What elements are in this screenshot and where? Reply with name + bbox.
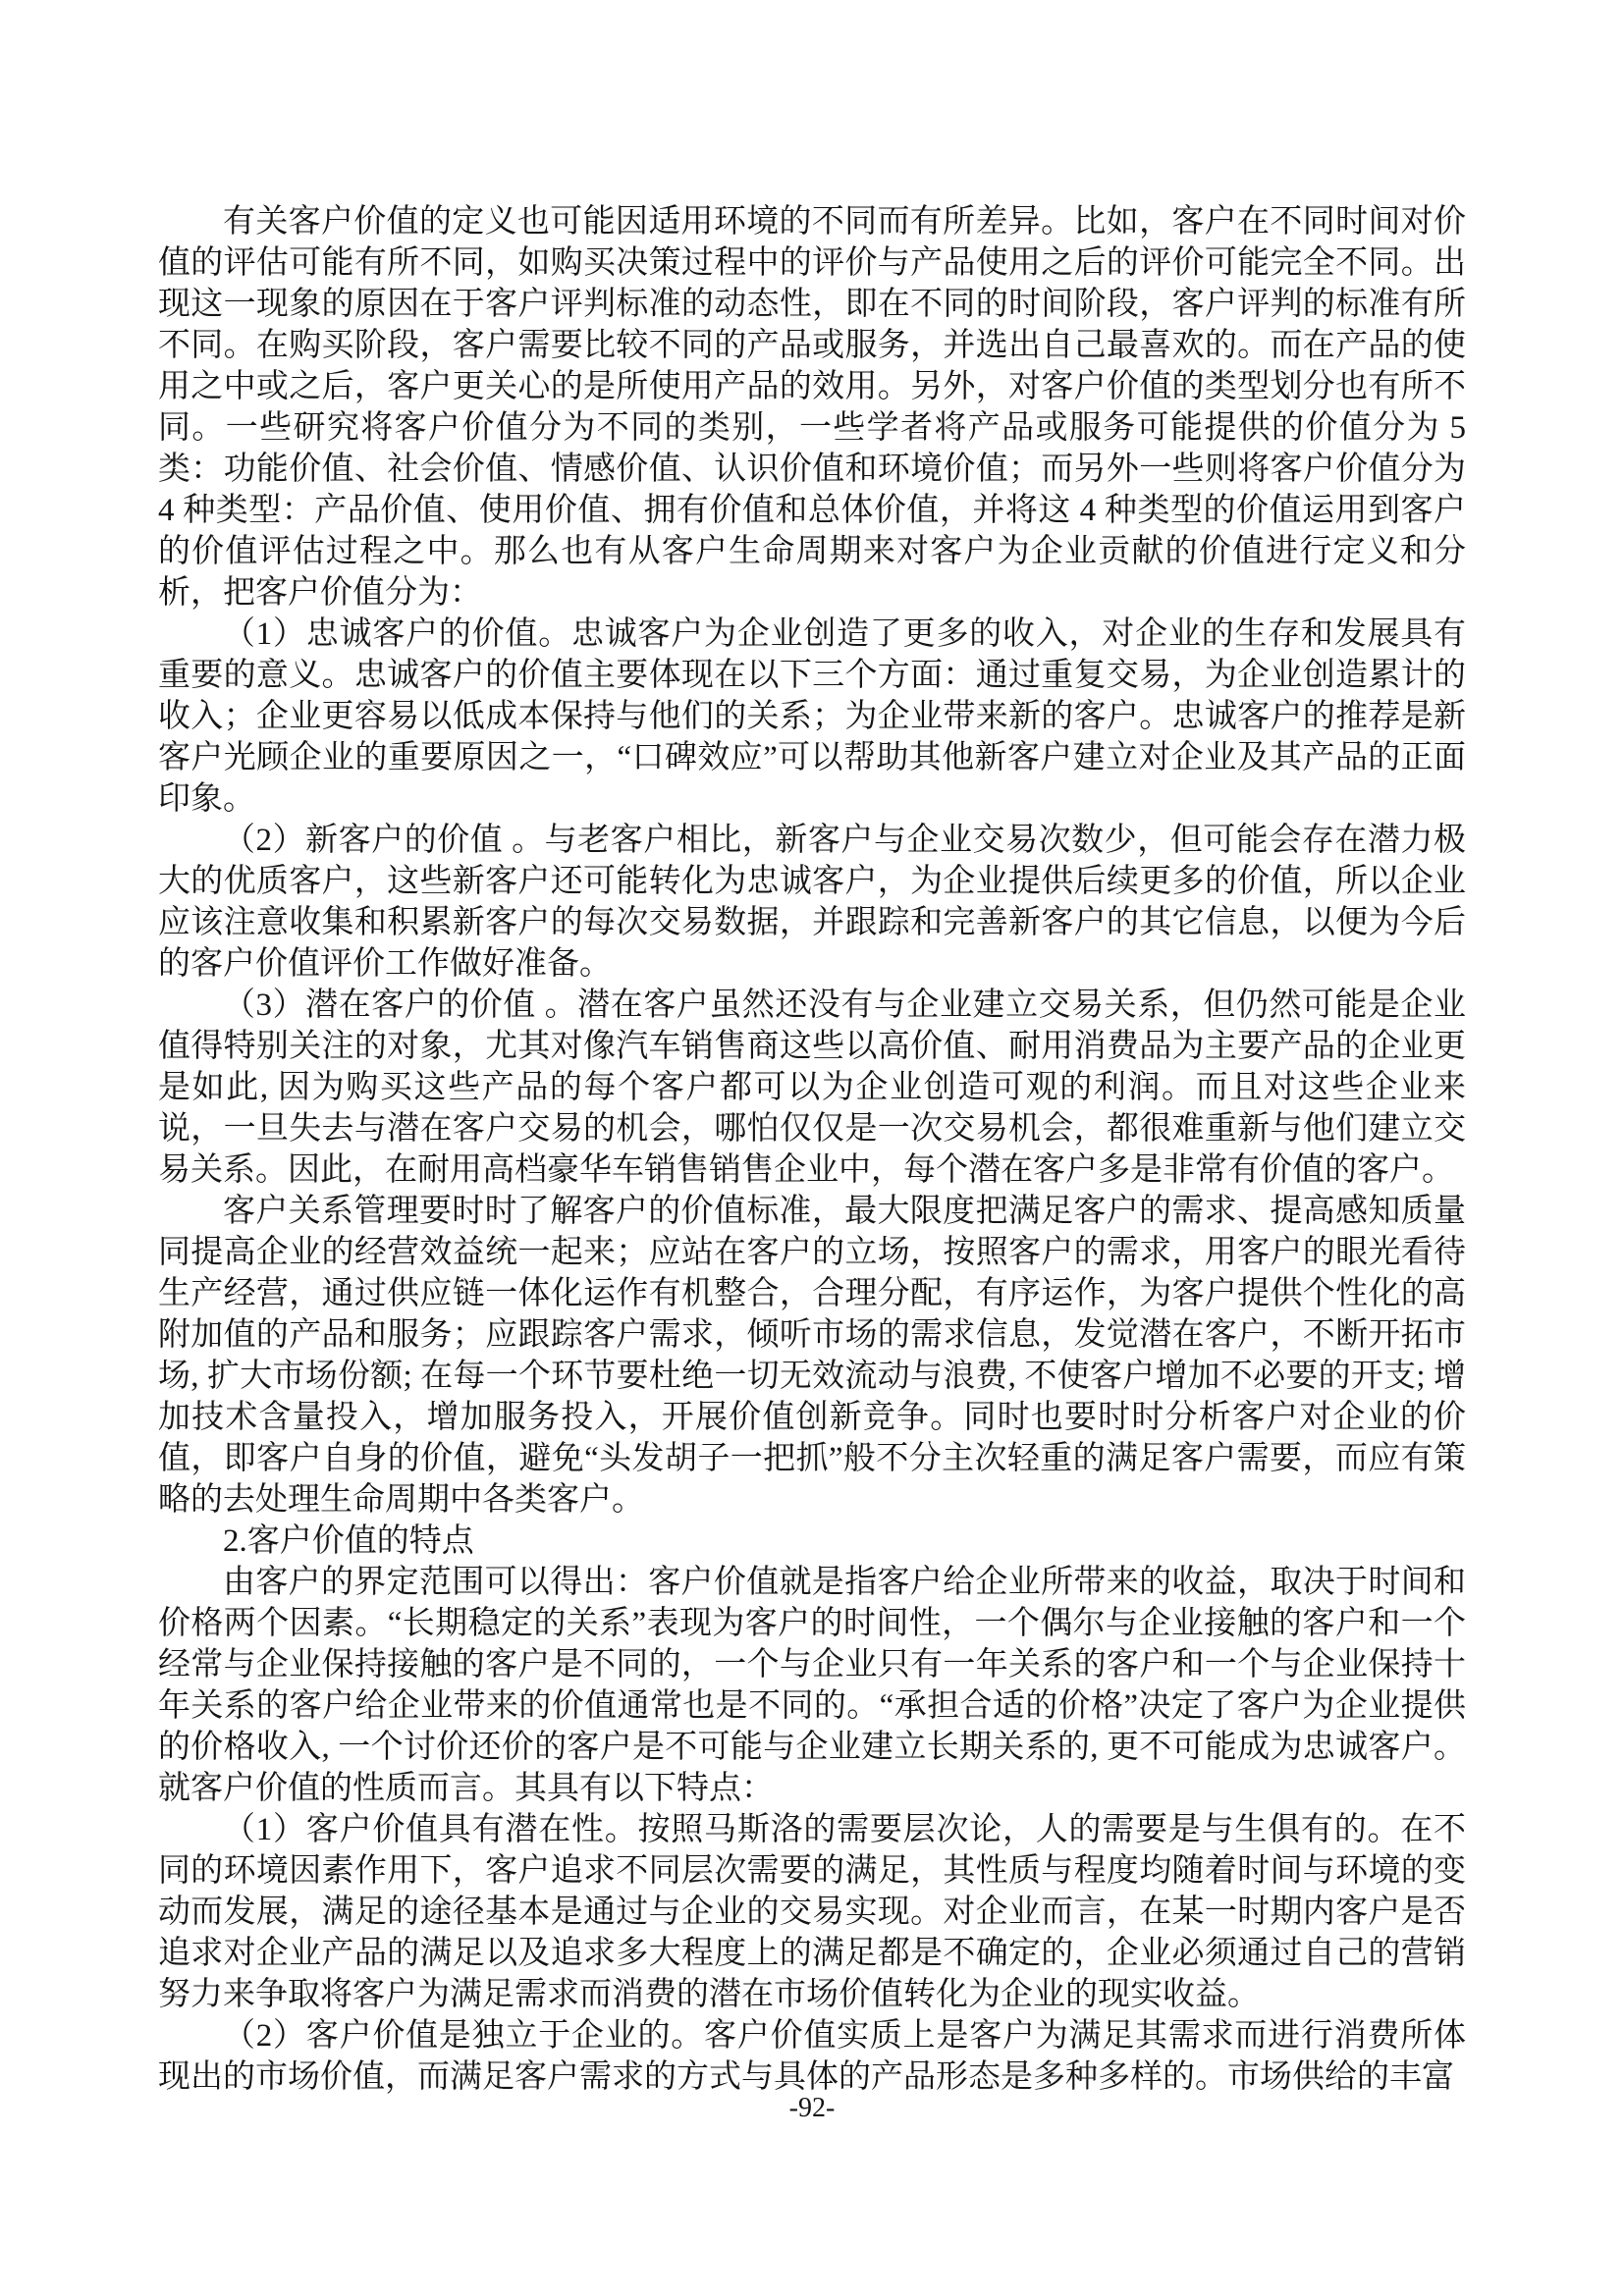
page-number: -92- (788, 2093, 836, 2123)
paragraph-feature-latency: （1）客户价值具有潜在性。按照马斯洛的需要层次论，人的需要是与生俱有的。在不同的环境因素作用下，客户追求不同层次需要的满足，其性质与程度均随着时间与环境的变动而发展，满足的途径基本是通过与企业的交易实现。对企业而言，在某一时期内客户是否追求对企业产品的满足以及追求多大程度上的满足都是不确定的，企业必须通过自己的营销努力来争取将客户为满足需求而消费的潜在市场价值转化为企业的现实收益。 (158, 1812, 1466, 2012)
text-block (158, 201, 1466, 2098)
paragraph-crm-value-standards: 客户关系管理要时时了解客户的价值标准，最大限度把满足客户的需求、提高感知质量同提高企业的经营效益统一起来；应站在客户的立场，按照客户的需求，用客户的眼光看待生产经营，通过供应链一体化运作有机整合，合理分配，有序运作，为客户提供个性化的高附加值的产品和服务；应跟踪客户需求，倾听市场的需求信息，发觉潜在客户，不断开拓市场, 扩大市场份额; 在每一个环节要杜绝一切无效流动与浪费, 不使客户增加不必要的开支; 增加技术含量投入，增加服务投入，开展价值创新竞争。同时也要时时分析客户对企业的价值，即客户自身的价值，避免“头发胡子一把抓”般不分主次轻重的满足客户需要，而应有策略的去处理生命周期中各类客户。 (158, 1194, 1466, 1518)
paragraph-potential-customer-value: （3）潜在客户的价值 。潜在客户虽然还没有与企业建立交易关系，但仍然可能是企业值得特别关注的对象，尤其对像汽车销售商这些以高价值、耐用消费品为主要产品的企业更是如此, 因为购买这些产品的每个客户都可以为企业创造可观的利润。而且对这些企业来说，一旦失去与潜在客户交易的机会，哪怕仅仅是一次交易机会，都很难重新与他们建立交易关系。因此，在耐用高档豪华车销售销售企业中，每个潜在客户多是非常有价值的客户。 (158, 988, 1466, 1188)
paragraph-loyal-customer-value: （1）忠诚客户的价值。忠诚客户为企业创造了更多的收入，对企业的生存和发展具有重要的意义。忠诚客户的价值主要体现在以下三个方面：通过重复交易，为企业创造累计的收入；企业更容易以低成本保持与他们的关系；为企业带来新的客户。忠诚客户的推荐是新客户光顾企业的重要原因之一，“口碑效应”可以帮助其他新客户建立对企业及其产品的正面印象。 (158, 616, 1466, 817)
paragraph-value-time-price-factors: 由客户的界定范围可以得出：客户价值就是指客户给企业所带来的收益，取决于时间和价格两个因素。“长期稳定的关系”表现为客户的时间性，一个偶尔与企业接触的客户和一个经常与企业保持接触的客户是不同的，一个与企业只有一年关系的客户和一个与企业保持十年关系的客户给企业带来的价值通常也是不同的。“承担合适的价格”决定了客户为企业提供的价格收入, 一个讨价还价的客户是不可能与企业建立长期关系的, 更不可能成为忠诚客户。就客户价值的性质而言。其具有以下特点： (158, 1565, 1466, 1806)
paragraph-customer-value-definition: 有关客户价值的定义也可能因适用环境的不同而有所差异。比如，客户在不同时间对价值的评估可能有所不同，如购买决策过程中的评价与产品使用之后的评价可能完全不同。出现这一现象的原因在于客户评判标准的动态性，即在不同的时间阶段，客户评判的标准有所不同。在购买阶段，客户需要比较不同的产品或服务，并选出自己最喜欢的。而在产品的使用之中或之后，客户更关心的是所使用产品的效用。另外，对客户价值的类型划分也有所不同。一些研究将客户价值分为不同的类别，一些学者将产品或服务可能提供的价值分为 5 类：功能价值、社会价值、情感价值、认识价值和环境价值；而另外一些则将客户价值分为 4 种类型：产品价值、使用价值、拥有价值和总体价值，并将这 4 种类型的价值运用到客户的价值评估过程之中。那么也有从客户生命周期来对客户为企业贡献的价值进行定义和分析，把客户价值分为： (158, 204, 1466, 611)
heading-customer-value-characteristics: 2.客户价值的特点 (223, 1523, 474, 1559)
paragraph-feature-independence: （2）客户价值是独立于企业的。客户价值实质上是客户为满足其需求而进行消费所体现出的市场价值，而满足客户需求的方式与具体的产品形态是多种多样的。市场供给的丰富 (158, 2018, 1466, 2095)
paragraph-new-customer-value: （2）新客户的价值 。与老客户相比，新客户与企业交易次数少，但可能会存在潜力极大的优质客户，这些新客户还可能转化为忠诚客户，为企业提供后续更多的价值，所以企业应该注意收集和积累新客户的每次交易数据，并跟踪和完善新客户的其它信息，以便为今后的客户价值评价工作做好准备。 (158, 823, 1466, 982)
